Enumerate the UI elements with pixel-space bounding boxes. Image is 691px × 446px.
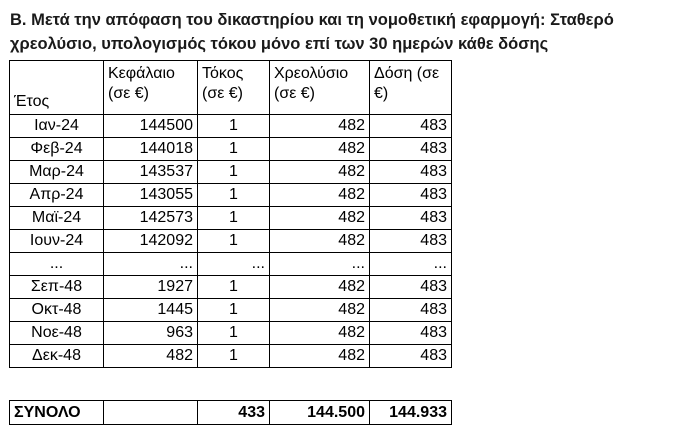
cell-amortization: 482 — [270, 115, 370, 138]
cell-interest: 1 — [198, 345, 270, 368]
table-row — [10, 138, 452, 161]
cell-installment: 483 — [370, 276, 452, 299]
cell-capital: 963 — [104, 322, 198, 345]
cell-interest: 1 — [198, 322, 270, 345]
cell-amortization: ... — [270, 253, 370, 276]
cell-amortization: 482 — [270, 299, 370, 322]
total-capital — [104, 401, 198, 425]
cell-year: Ιαν-24 — [10, 115, 104, 138]
total-row — [10, 401, 452, 425]
cell-installment: 483 — [370, 345, 452, 368]
cell-amortization: 482 — [270, 230, 370, 253]
cell-installment: 483 — [370, 184, 452, 207]
cell-interest: 1 — [198, 276, 270, 299]
cell-installment: 483 — [370, 161, 452, 184]
cell-capital: 1445 — [104, 299, 198, 322]
header-interest-line1: Τόκος — [202, 65, 244, 82]
heading-line-1: Β. Μετά την απόφαση του δικαστηρίου και τη νομοθετική εφαρμογή: Σταθερό — [10, 11, 614, 29]
table-row — [10, 253, 452, 276]
cell-interest: 1 — [198, 299, 270, 322]
cell-amortization: 482 — [270, 322, 370, 345]
header-inst-line1: Δόση (σε — [374, 65, 440, 82]
header-capital-line2: (σε €) — [108, 85, 150, 102]
cell-installment: 483 — [370, 207, 452, 230]
cell-year: Μαϊ-24 — [10, 207, 104, 230]
header-installment — [370, 61, 452, 115]
cell-year: Οκτ-48 — [10, 299, 104, 322]
cell-capital: 144018 — [104, 138, 198, 161]
cell-interest: ... — [198, 253, 270, 276]
cell-capital: 142092 — [104, 230, 198, 253]
table-row — [10, 322, 452, 345]
header-amort-line1: Χρεολύσιο — [274, 65, 349, 82]
cell-year: Μαρ-24 — [10, 161, 104, 184]
table-row — [10, 276, 452, 299]
header-year: Έτος — [10, 61, 104, 115]
cell-amortization: 482 — [270, 184, 370, 207]
table-row — [10, 161, 452, 184]
cell-interest: 1 — [198, 207, 270, 230]
cell-capital: 144500 — [104, 115, 198, 138]
cell-installment: 483 — [370, 230, 452, 253]
header-amortization — [270, 61, 370, 115]
cell-capital: 143537 — [104, 161, 198, 184]
cell-amortization: 482 — [270, 345, 370, 368]
cell-amortization: 482 — [270, 207, 370, 230]
table-row — [10, 184, 452, 207]
cell-year: Δεκ-48 — [10, 345, 104, 368]
cell-interest: 1 — [198, 230, 270, 253]
cell-interest: 1 — [198, 184, 270, 207]
cell-year: ... — [10, 253, 104, 276]
cell-amortization: 482 — [270, 161, 370, 184]
cell-year: Ιουν-24 — [10, 230, 104, 253]
cell-amortization: 482 — [270, 138, 370, 161]
cell-amortization: 482 — [270, 276, 370, 299]
cell-installment: 483 — [370, 138, 452, 161]
table-row — [10, 230, 452, 253]
header-interest-line2: (σε €) — [202, 85, 244, 102]
cell-installment: ... — [370, 253, 452, 276]
cell-year: Σεπ-48 — [10, 276, 104, 299]
cell-capital: 1927 — [104, 276, 198, 299]
cell-interest: 1 — [198, 161, 270, 184]
heading-line-2: χρεολύσιο, υπολογισμός τόκου μόνο επί των 30 ημερών κάθε δόσης — [10, 35, 549, 53]
cell-interest: 1 — [198, 115, 270, 138]
header-inst-line2: €) — [374, 85, 389, 102]
cell-installment: 483 — [370, 322, 452, 345]
total-amortization: 144.500 — [270, 401, 370, 425]
header-interest — [198, 61, 270, 115]
header-capital — [104, 61, 198, 115]
amortization-table — [9, 60, 452, 368]
cell-year: Νοε-48 — [10, 322, 104, 345]
header-capital-line1: Κεφάλαιο — [108, 65, 175, 82]
total-interest: 433 — [198, 401, 270, 425]
cell-capital: 142573 — [104, 207, 198, 230]
table-row — [10, 207, 452, 230]
cell-installment: 483 — [370, 115, 452, 138]
cell-interest: 1 — [198, 138, 270, 161]
total-installment: 144.933 — [370, 401, 452, 425]
cell-capital: ... — [104, 253, 198, 276]
cell-year: Απρ-24 — [10, 184, 104, 207]
cell-capital: 482 — [104, 345, 198, 368]
table-row — [10, 115, 452, 138]
total-table — [9, 400, 452, 425]
cell-year: Φεβ-24 — [10, 138, 104, 161]
table-row — [10, 345, 452, 368]
table-header-row — [10, 61, 452, 115]
cell-capital: 143055 — [104, 184, 198, 207]
total-label: ΣΥΝΟΛΟ — [10, 401, 104, 425]
document-heading — [10, 8, 686, 56]
cell-installment: 483 — [370, 299, 452, 322]
table-row — [10, 299, 452, 322]
header-amort-line2: (σε €) — [274, 85, 316, 102]
